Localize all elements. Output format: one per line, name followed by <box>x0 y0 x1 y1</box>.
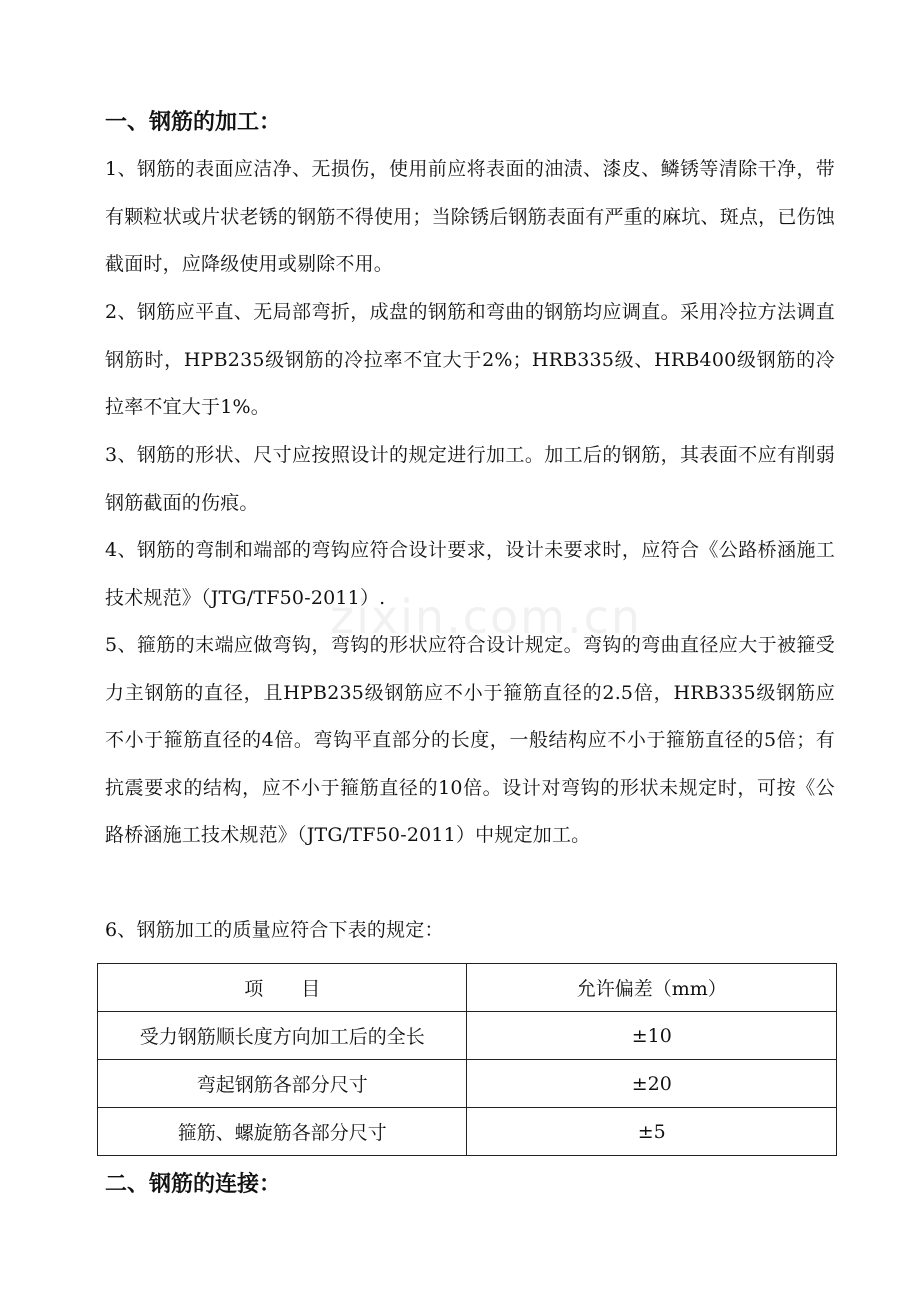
tolerance-table <box>97 963 837 1156</box>
table-cell-tolerance: ±10 <box>467 1012 837 1060</box>
table-row <box>98 1060 837 1108</box>
paragraph-2: 2、钢筋应平直、无局部弯折，成盘的钢筋和弯曲的钢筋均应调直。采用冷拉方法调直钢筋时，HPB235级钢筋的冷拉率不宜大于2%；HRB335级、HRB400级钢筋的冷拉率不宜大于1%。 <box>105 301 835 418</box>
paragraph-3: 3、钢筋的形状、尺寸应按照设计的规定进行加工。加工后的钢筋，其表面不应有削弱钢筋截面的伤痕。 <box>105 444 835 514</box>
table-cell-tolerance: ±5 <box>467 1108 837 1156</box>
section-title-connection: 二、钢筋的连接： <box>105 1172 282 1197</box>
table-cell-item: 受力钢筋顺长度方向加工后的全长 <box>98 1012 467 1060</box>
paragraph-5: 5、箍筋的末端应做弯钩，弯钩的形状应符合设计规定。弯钩的弯曲直径应大于被箍受力主钢筋的直径，且HPB235级钢筋应不小于箍筋直径的2.5倍，HRB335级钢筋应不小于箍筋直径的4倍。弯钩平直部分的长度，一般结构应不小于箍筋直径的5倍；有抗震要求的结构，应不小于箍筋直径的10倍。设计对弯钩的形状未规定时，可按《公路桥涵施工技术规范》（JTG/TF50-2011）中规定加工。 <box>105 634 835 846</box>
table-cell-tolerance: ±20 <box>467 1060 837 1108</box>
table-header-tolerance: 允许偏差（mm） <box>467 964 837 1012</box>
paragraph-6: 6、钢筋加工的质量应符合下表的规定： <box>105 919 444 941</box>
section-title-processing: 一、钢筋的加工： <box>105 110 282 135</box>
table-row <box>98 1012 837 1060</box>
table-header-row <box>98 964 837 1012</box>
paragraph-4: 4、钢筋的弯制和端部的弯钩应符合设计要求，设计未要求时，应符合《公路桥涵施工技术规范》（JTG/TF50-2011）. <box>105 539 835 609</box>
table-cell-item: 弯起钢筋各部分尺寸 <box>98 1060 467 1108</box>
table-header-item: 项 目 <box>98 964 467 1012</box>
watermark: zixin.com.cn <box>330 590 643 644</box>
paragraph-1: 1、钢筋的表面应洁净、无损伤，使用前应将表面的油渍、漆皮、鳞锈等清除干净，带有颗粒状或片状老锈的钢筋不得使用；当除锈后钢筋表面有严重的麻坑、斑点，已伤蚀截面时，应降级使用或剔除不用。 <box>105 158 835 275</box>
table-row <box>98 1108 837 1156</box>
table-cell-item: 箍筋、螺旋筋各部分尺寸 <box>98 1108 467 1156</box>
